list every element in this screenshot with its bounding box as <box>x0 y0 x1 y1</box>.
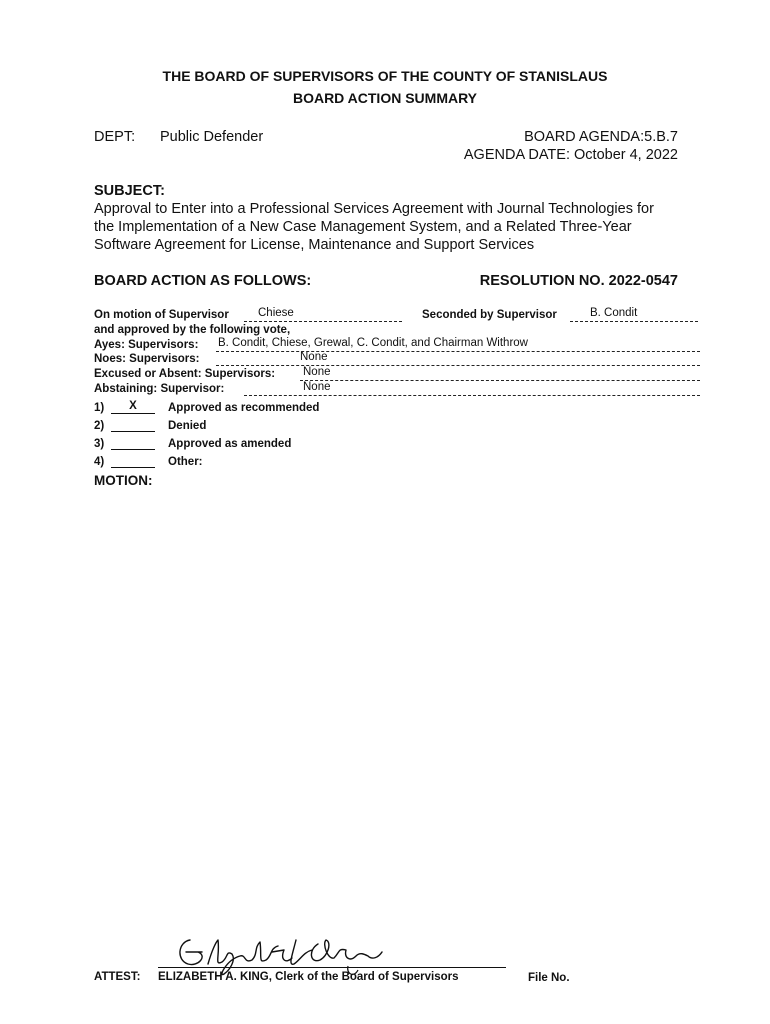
document-subtitle: BOARD ACTION SUMMARY <box>292 90 478 106</box>
subject-line-2: the Implementation of a New Case Management System, and a Related Three-Year <box>94 219 632 235</box>
subject-line-3: Software Agreement for License, Maintenance and Support Services <box>94 237 535 253</box>
subject-label: SUBJECT: <box>94 183 165 199</box>
option-2-label: Denied <box>168 420 207 432</box>
option-3-number: 3) <box>94 438 105 450</box>
abstaining-value: None <box>303 381 331 393</box>
option-2-mark <box>111 418 155 432</box>
option-1-label: Approved as recommended <box>168 402 320 414</box>
document-title: THE BOARD OF SUPERVISORS OF THE COUNTY OF STANISLAUS <box>162 68 608 84</box>
option-4-number: 4) <box>94 456 105 468</box>
motion-heading: MOTION: <box>94 473 153 488</box>
agenda-date: AGENDA DATE: October 4, 2022 <box>463 147 678 163</box>
seconded-label: Seconded by Supervisor <box>422 309 557 321</box>
seconded-supervisor: B. Condit <box>590 307 638 319</box>
subject-line-1: Approval to Enter into a Professional Services Agreement with Journal Technologies for <box>94 201 654 217</box>
board-agenda: BOARD AGENDA:5.B.7 <box>524 129 678 145</box>
attest-name: ELIZABETH A. KING, Clerk of the Board of Supervisors <box>158 971 459 983</box>
abstaining-label: Abstaining: Supervisor: <box>94 383 225 395</box>
motion-supervisor: Chiese <box>258 307 294 319</box>
resolution-number: RESOLUTION NO. 2022-0547 <box>479 273 678 289</box>
excused-label: Excused or Absent: Supervisors: <box>94 368 276 380</box>
option-1-number: 1) <box>94 402 105 414</box>
file-number-label: File No. <box>528 972 570 984</box>
option-1-mark: X <box>111 400 155 414</box>
option-3-mark <box>111 436 155 450</box>
attest-label: ATTEST: <box>94 971 141 983</box>
excused-value: None <box>303 366 331 378</box>
dept-value: Public Defender <box>160 129 264 145</box>
option-2-number: 2) <box>94 420 105 432</box>
option-3-label: Approved as amended <box>168 438 292 450</box>
noes-label: Noes: Supervisors: <box>94 353 200 365</box>
option-4-label: Other: <box>168 456 203 468</box>
ayes-label: Ayes: Supervisors: <box>94 339 199 351</box>
dept-label: DEPT: <box>94 129 136 145</box>
noes-value: None <box>300 351 328 363</box>
board-action-label: BOARD ACTION AS FOLLOWS: <box>94 273 312 289</box>
motion-label: On motion of Supervisor <box>94 309 229 321</box>
ayes-value: B. Condit, Chiese, Grewal, C. Condit, and Chairman Withrow <box>218 337 528 349</box>
approved-vote-line: and approved by the following vote, <box>94 324 291 336</box>
option-4-mark <box>111 454 155 468</box>
